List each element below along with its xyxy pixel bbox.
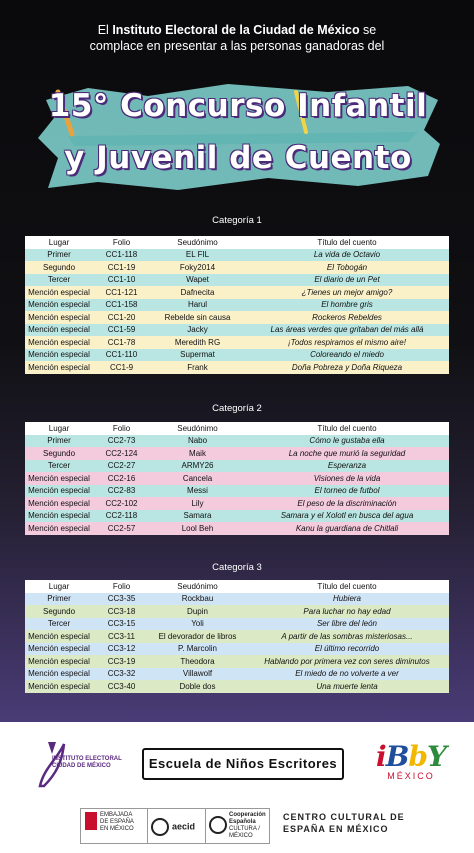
aecid-logo — [151, 812, 203, 840]
iecm-line-1: INSTITUTO ELECTORAL — [52, 756, 122, 762]
intro-line-1 — [0, 22, 474, 38]
seudonimo-cell: Lool Beh — [181, 523, 214, 533]
table-row — [25, 286, 449, 299]
column-header: Lugar — [48, 581, 70, 591]
ccee-line-2: ESPAÑA EN MÉXICO — [283, 824, 389, 834]
folio-cell: CC2-27 — [107, 461, 136, 471]
lugar-cell: Mención especial — [28, 511, 90, 521]
column-header: Seudónimo — [177, 581, 218, 591]
table-header-row — [25, 580, 449, 593]
titulo-cell: El Tobogán — [326, 262, 368, 272]
ccee-logo — [283, 811, 405, 835]
folio-cell: CC2-124 — [105, 448, 138, 458]
lugar-cell: Segundo — [42, 262, 76, 272]
cooperacion-logo — [209, 812, 267, 840]
seudonimo-cell: Nabo — [187, 436, 208, 446]
lugar-cell: Segundo — [42, 606, 76, 616]
seudonimo-cell: Samara — [183, 511, 212, 521]
ibby-wordmark: iBbY — [376, 740, 446, 773]
seudonimo-cell: Dupin — [187, 606, 208, 616]
category-3-title: Categoría 3 — [212, 562, 262, 573]
seudonimo-cell: Messi — [187, 486, 208, 496]
titulo-cell: Las áreas verdes que gritaban del más allá — [270, 325, 424, 335]
table-row — [25, 680, 449, 693]
folio-cell: CC1-110 — [105, 350, 138, 360]
category-2-table — [25, 422, 449, 535]
intro-line-2: complace en presentar a las personas ganadoras del — [89, 39, 385, 53]
titulo-cell: La noche que murió la seguridad — [288, 448, 406, 458]
column-header: Título del cuento — [317, 423, 377, 433]
lugar-cell: Mención especial — [28, 631, 90, 641]
lugar-cell: Mención especial — [28, 681, 90, 691]
table-row — [25, 249, 449, 262]
titulo-cell: Hubiera — [332, 594, 361, 604]
column-header: Lugar — [48, 423, 70, 433]
spain-logos-box — [80, 808, 270, 844]
folio-cell: CC1-121 — [105, 287, 138, 297]
seudonimo-cell: Villawolf — [182, 669, 213, 679]
iecm-text — [52, 756, 122, 770]
iecm-logo — [34, 738, 126, 788]
seudonimo-cell: P. Marcolin — [178, 644, 217, 654]
table-row — [25, 261, 449, 274]
titulo-cell: Kanu la guardiana de Chitlali — [295, 523, 399, 533]
lugar-cell: Mención especial — [28, 656, 90, 666]
titulo-cell: El miedo de no volverte a ver — [295, 669, 399, 679]
lugar-cell: Tercer — [47, 461, 71, 471]
table-row — [25, 510, 449, 523]
intro-text — [0, 22, 474, 54]
table-header-row — [25, 422, 449, 435]
column-header: Seudónimo — [177, 237, 218, 247]
lugar-cell: Mención especial — [28, 523, 90, 533]
ibby-logo — [376, 740, 446, 786]
iecm-line-2: CIUDAD DE MÉXICO — [52, 763, 111, 769]
seudonimo-cell: Yoli — [191, 619, 204, 629]
titulo-cell: El diario de un Pet — [314, 275, 380, 285]
titulo-cell: El torneo de futbol — [314, 486, 380, 496]
folio-cell: CC3-12 — [107, 644, 136, 654]
column-header: Seudónimo — [177, 423, 218, 433]
column-header: Folio — [112, 581, 131, 591]
banner-title-line-2: y Juvenil de Cuento — [64, 140, 412, 176]
titulo-cell: Rockeros Rebeldes — [312, 312, 382, 322]
intro-post: se — [359, 23, 377, 37]
seudonimo-cell: Harul — [187, 300, 208, 310]
lugar-cell: Mención especial — [28, 644, 90, 654]
category-1-title: Categoría 1 — [212, 215, 262, 226]
seudonimo-cell: Supermat — [180, 350, 215, 360]
cooperacion-text: Cooperación Española — [229, 812, 266, 825]
seudonimo-cell: Rebelde sin causa — [164, 312, 231, 322]
titulo-cell: Doña Pobreza y Doña Riqueza — [291, 362, 403, 372]
titulo-cell: ¿Tienes un mejor amigo? — [301, 287, 393, 297]
seudonimo-cell: Theodora — [180, 656, 215, 666]
folio-cell: CC2-57 — [107, 523, 136, 533]
titulo-cell: A partir de las sombras misteriosas... — [281, 631, 413, 641]
seudonimo-cell: Rockbau — [181, 594, 214, 604]
titulo-cell: Coloreando el miedo — [310, 350, 384, 360]
lugar-cell: Mención especial — [28, 473, 90, 483]
embajada-logo — [85, 812, 145, 840]
lugar-cell: Primer — [47, 594, 71, 604]
sponsors-footer — [0, 722, 474, 853]
table-row — [25, 605, 449, 618]
table-row — [25, 361, 449, 374]
seudonimo-cell: Jacky — [187, 325, 208, 335]
lugar-cell: Segundo — [42, 448, 76, 458]
seudonimo-cell: Frank — [187, 362, 208, 372]
lugar-cell: Mención especial — [28, 669, 90, 679]
table-row — [25, 522, 449, 535]
titulo-cell: Samara y el Xolotl en busca del agua — [280, 511, 414, 521]
ibby-subtitle: MÉXICO — [387, 771, 435, 781]
table-row — [25, 655, 449, 668]
folio-cell: CC3-11 — [108, 631, 135, 641]
table-row — [25, 643, 449, 656]
folio-cell: CC2-118 — [105, 511, 138, 521]
lugar-cell: Mención especial — [28, 287, 90, 297]
table-row — [25, 324, 449, 337]
table-row — [25, 460, 449, 473]
category-3-table — [25, 580, 449, 693]
seudonimo-cell: Wapet — [186, 275, 209, 285]
folio-cell: CC2-83 — [107, 486, 136, 496]
titulo-cell: Para luchar no hay edad — [303, 606, 391, 616]
table-row — [25, 299, 449, 312]
titulo-cell: Ser libre del león — [316, 619, 378, 629]
folio-cell: CC3-18 — [107, 606, 136, 616]
table-row — [25, 447, 449, 460]
column-header: Folio — [112, 237, 131, 247]
folio-cell: CC2-73 — [107, 436, 136, 446]
table-row — [25, 311, 449, 324]
category-1-table — [25, 236, 449, 374]
divider — [205, 809, 206, 843]
titulo-cell: Hablando por primera vez con seres diminutos — [264, 656, 430, 666]
lugar-cell: Mención especial — [28, 350, 90, 360]
coat-of-arms-icon — [85, 812, 97, 830]
aecid-icon — [151, 818, 169, 836]
table-row — [25, 435, 449, 448]
folio-cell: CC3-19 — [107, 656, 136, 666]
column-header: Título del cuento — [317, 237, 377, 247]
titulo-cell: Cómo le gustaba ella — [309, 436, 385, 446]
table-row — [25, 336, 449, 349]
title-banner — [28, 78, 448, 196]
folio-cell: CC1-9 — [109, 362, 134, 372]
folio-cell: CC1-118 — [105, 250, 138, 260]
table-row — [25, 668, 449, 681]
table-row — [25, 593, 449, 606]
lugar-cell: Mención especial — [28, 337, 90, 347]
intro-institution: Instituto Electoral de la Ciudad de México — [112, 23, 360, 37]
seudonimo-cell: Lily — [191, 498, 204, 508]
ccee-line-1: CENTRO CULTURAL DE — [283, 812, 405, 822]
lugar-cell: Mención especial — [28, 362, 90, 372]
table-row — [25, 618, 449, 631]
folio-cell: CC1-59 — [107, 325, 136, 335]
lugar-cell: Mención especial — [28, 325, 90, 335]
table-header-row — [25, 236, 449, 249]
table-row — [25, 630, 449, 643]
lugar-cell: Tercer — [47, 275, 71, 285]
table-row — [25, 497, 449, 510]
folio-cell: CC3-40 — [107, 681, 136, 691]
titulo-cell: El hombre gris — [321, 300, 373, 310]
escuela-ninos-escritores-logo: Escuela de Niños Escritores — [142, 748, 344, 780]
folio-cell: CC2-16 — [107, 473, 136, 483]
intro-pre: El — [97, 23, 113, 37]
table-row — [25, 485, 449, 498]
cooperacion-text-block — [229, 812, 267, 840]
folio-cell: CC2-102 — [105, 498, 138, 508]
cooperacion-icon — [209, 816, 227, 834]
seudonimo-cell: Foky2014 — [179, 262, 216, 272]
cultura-text: CULTURA / MÉXICO — [229, 826, 260, 839]
folio-cell: CC1-19 — [107, 262, 136, 272]
seudonimo-cell: Meredith RG — [174, 337, 221, 347]
aecid-text: aecid — [172, 821, 196, 832]
titulo-cell: Visiones de la vida — [313, 473, 381, 483]
titulo-cell: Esperanza — [327, 461, 367, 471]
table-row — [25, 349, 449, 362]
lugar-cell: Primer — [47, 436, 71, 446]
titulo-cell: El último recorrido — [314, 644, 380, 654]
seudonimo-cell: ARMY26 — [181, 461, 214, 471]
column-header: Lugar — [48, 237, 70, 247]
seudonimo-cell: Doble dos — [179, 681, 216, 691]
lugar-cell: Tercer — [47, 619, 71, 629]
lugar-cell: Mención especial — [28, 498, 90, 508]
lugar-cell: Mención especial — [28, 300, 90, 310]
seudonimo-cell: Maik — [189, 448, 206, 458]
seudonimo-cell: Cancela — [182, 473, 213, 483]
seudonimo-cell: Dafnecita — [180, 287, 215, 297]
embajada-text: EMBAJADA DE ESPAÑA EN MÉXICO — [100, 812, 134, 832]
seudonimo-cell: EL FIL — [185, 250, 210, 260]
folio-cell: CC1-10 — [107, 275, 136, 285]
lugar-cell: Primer — [47, 250, 71, 260]
folio-cell: CC3-15 — [107, 619, 136, 629]
lugar-cell: Mención especial — [28, 312, 90, 322]
divider — [147, 809, 148, 843]
seudonimo-cell: El devorador de libros — [158, 631, 237, 641]
lugar-cell: Mención especial — [28, 486, 90, 496]
banner-title-line-1: 15° Concurso Infantil — [48, 88, 428, 124]
folio-cell: CC1-20 — [107, 312, 136, 322]
folio-cell: CC3-32 — [107, 669, 136, 679]
column-header: Folio — [112, 423, 131, 433]
titulo-cell: La vida de Octavio — [313, 250, 381, 260]
category-2-title: Categoría 2 — [212, 403, 262, 414]
titulo-cell: El peso de la discriminación — [297, 498, 397, 508]
titulo-cell: Una muerte lenta — [316, 681, 378, 691]
column-header: Título del cuento — [317, 581, 377, 591]
titulo-cell: ¡Todos respiramos el mismo aire! — [288, 337, 406, 347]
table-row — [25, 472, 449, 485]
folio-cell: CC1-158 — [105, 300, 138, 310]
folio-cell: CC1-78 — [107, 337, 136, 347]
table-row — [25, 274, 449, 287]
folio-cell: CC3-35 — [107, 594, 136, 604]
